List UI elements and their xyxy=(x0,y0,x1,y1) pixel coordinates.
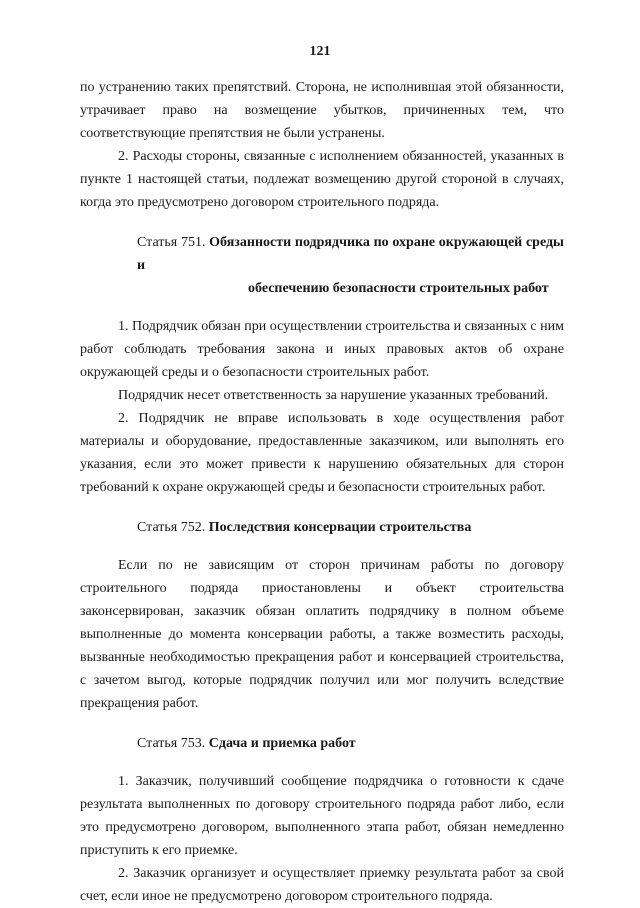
article-752-number: Статья 752. xyxy=(137,520,209,535)
article-752-paragraph-1: Если по не зависящим от сторон причинам работы по договору строительного подряда приостановлены и объект строительства законсервирован, заказчик обязан оплатить подрядчику в полном объеме выполненные до момента консервации работы, а также возместить расходы, вызванные необходимостью прекращения работ и консервацией строительства, с зачетом выгод, которые подрядчик получил или мог получить вследствие прекращения работ. xyxy=(80,558,564,711)
article-751-title-line1: Обязанности подрядчика по охране окружающей среды и xyxy=(137,235,564,273)
article-751-heading xyxy=(80,231,564,300)
article-753-heading xyxy=(80,732,564,755)
article-753-number: Статья 753. xyxy=(137,736,209,751)
article-751-paragraph-2: 2. Подрядчик не вправе использовать в ходе осуществления работ материалы и оборудование, предоставленные заказчиком, или выполнять его указания, если это может привести к нарушению обязательных для сторон требований к охране окружающей среды и безопасности строительных работ. xyxy=(80,411,564,495)
article-753-paragraph-2: 2. Заказчик организует и осуществляет приемку результата работ за свой счет, если иное не предусмотрено договором строительного подряда. xyxy=(80,866,564,904)
article-753-paragraph-1: 1. Заказчик, получивший сообщение подрядчика о готовности к сдаче результата выполненных по договору строительного подряда работ либо, если это предусмотрено договором, выполненного этапа работ, обязан немедленно приступить к его приемке. xyxy=(80,774,564,858)
page-content xyxy=(80,76,564,908)
article-752-heading xyxy=(80,516,564,539)
article-751-paragraph-responsibility: Подрядчик несет ответственность за нарушение указанных требований. xyxy=(118,388,549,403)
article-752-title: Последствия консервации строительства xyxy=(208,520,472,535)
article-751-paragraph-1: 1. Подрядчик обязан при осуществлении строительства и связанных с ним работ соблюдать требования закона и иных правовых актов об охране окружающей среды и о безопасности строительных работ. xyxy=(80,319,564,380)
paragraph-expenses: 2. Расходы стороны, связанные с исполнением обязанностей, указанных в пункте 1 настоящей статьи, подлежат возмещению другой стороной в случаях, когда это предусмотрено договором строительного подряда. xyxy=(80,149,564,210)
article-753-title: Сдача и приемка работ xyxy=(208,736,356,751)
page-number: 121 xyxy=(309,44,331,59)
article-751-number: Статья 751. xyxy=(137,235,210,250)
article-751-title-line2: обеспечению безопасности строительных работ xyxy=(248,281,549,296)
paragraph-continuation: по устранению таких препятствий. Сторона, не исполнившая этой обязанности, утрачивает право на возмещение убытков, причиненных тем, что соответствующие препятствия не были устранены. xyxy=(80,80,564,141)
